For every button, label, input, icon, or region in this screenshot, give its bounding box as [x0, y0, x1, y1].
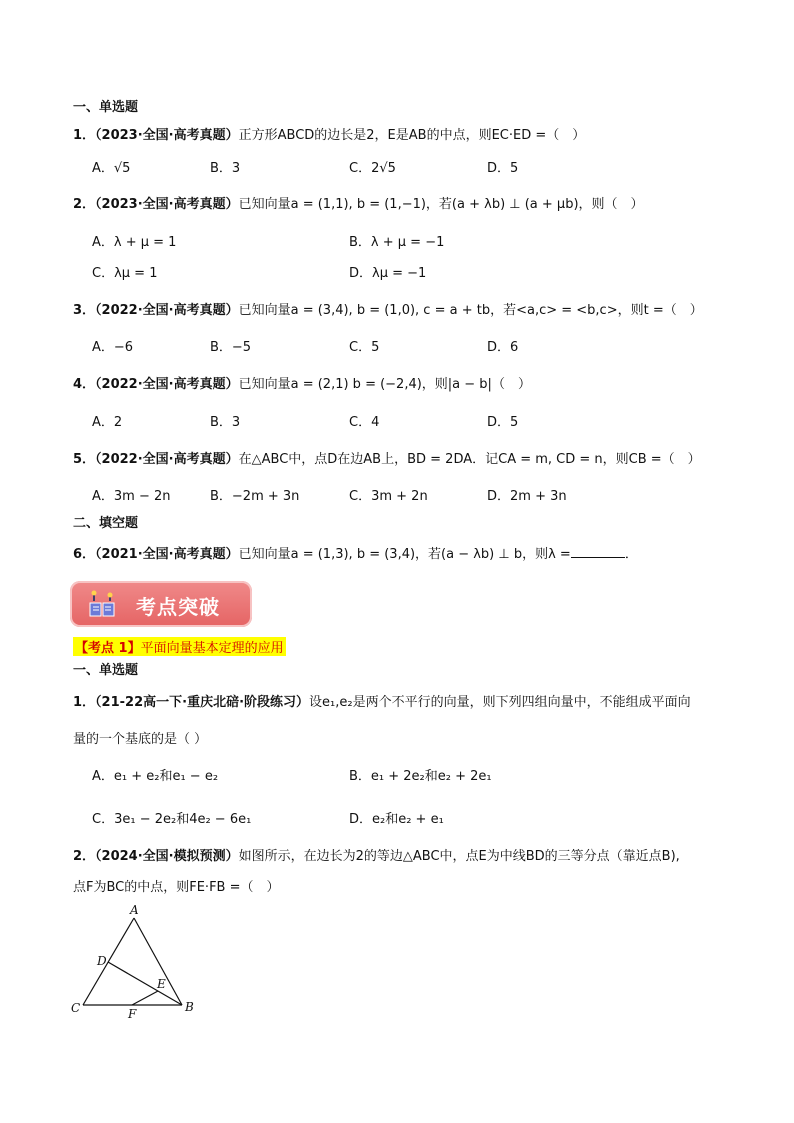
q3-option-c: C．5 [349, 340, 380, 355]
question-source: （2023·全国·高考真题） [95, 197, 239, 212]
q1-option-d: D．5 [487, 161, 519, 176]
q4-option-c: C．4 [349, 415, 380, 430]
q5-option-b: B．−2m + 3n [210, 489, 300, 504]
question-number: 1． [73, 128, 96, 143]
q1-option-b: B．3 [210, 161, 241, 176]
answer-blank[interactable] [571, 545, 625, 558]
period: ． [624, 547, 638, 562]
bracket-close: 】 [127, 641, 141, 656]
q7-option-c: C．3e₁ − 2e₂和4e₂ − 6e₁ [92, 812, 252, 827]
question-source: （2022·全国·高考真题） [95, 452, 239, 467]
question-text: 设e₁,e₂是两个不平行的向量，则下列四组向量中，不能组成平面向 [309, 695, 691, 710]
kaodian-title: 平面向量基本定理的应用 [140, 641, 284, 656]
topic-banner [70, 581, 252, 627]
q4-option-b: B．3 [210, 415, 241, 430]
q7-option-d: D．e₂和e₂ + e₁ [349, 812, 444, 827]
segment-fe [132, 991, 158, 1005]
question-source: （2022·全国·高考真题） [95, 303, 239, 318]
q3-option-d: D．6 [487, 340, 519, 355]
section-heading-single-choice-2: 一、单选题 [73, 663, 139, 678]
question-source: （2023·全国·高考真题） [95, 128, 239, 143]
question-7-line-2: 量的一个基底的是（ ） [73, 732, 208, 747]
question-number: 4． [73, 377, 96, 392]
label-b: B [185, 1000, 194, 1014]
question-text: 如图所示，在边长为2的等边△ABC中，点E为中线BD的三等分点（靠近点B), [238, 849, 680, 864]
label-a: A [130, 903, 139, 917]
triangle-figure [68, 900, 208, 1025]
question-8-line-2: 点F为BC的中点，则FE·FB =（ ） [73, 880, 280, 895]
question-8-line-1 [73, 845, 680, 864]
label-c: C [71, 1001, 81, 1015]
side-ab [134, 918, 182, 1005]
banner-title: 考点突破 [136, 595, 220, 619]
question-number: 2． [73, 849, 96, 864]
q4-option-d: D．5 [487, 415, 519, 430]
section-heading-fill-blank: 二、填空题 [73, 516, 139, 531]
question-number: 1． [73, 695, 96, 710]
kaodian-heading [73, 637, 286, 656]
label-d: D [97, 954, 107, 968]
question-6 [73, 543, 638, 562]
q5-option-a: A．3m − 2n [92, 489, 171, 504]
label-e: E [157, 977, 166, 991]
question-number: 2． [73, 197, 96, 212]
question-number: 5． [73, 452, 96, 467]
question-number: 3． [73, 303, 96, 318]
section-heading-single-choice: 一、单选题 [73, 100, 139, 115]
question-text: 已知向量a = (1,3), b = (3,4)，若(a − λb) ⊥ b，则λ = [238, 547, 571, 562]
q5-option-c: C．3m + 2n [349, 489, 428, 504]
q2-option-d: D．λμ = −1 [349, 266, 427, 281]
q5-option-d: D．2m + 3n [487, 489, 567, 504]
q3-option-b: B．−5 [210, 340, 252, 355]
q4-option-a: A．2 [92, 415, 123, 430]
label-f: F [128, 1007, 137, 1021]
question-number: 6． [73, 547, 96, 562]
q3-option-a: A．−6 [92, 340, 134, 355]
q2-option-a: A．λ + μ = 1 [92, 235, 177, 250]
question-4 [73, 373, 531, 392]
bracket-open: 【 [75, 641, 89, 656]
question-text: 正方形ABCD的边长是2，E是AB的中点，则EC·ED =（ ） [238, 128, 586, 143]
question-source: （2021·全国·高考真题） [95, 547, 239, 562]
question-2 [73, 193, 644, 212]
question-text: 已知向量a = (2,1) b = (−2,4)，则|a − b|（ ） [238, 377, 531, 392]
side-ac [83, 918, 134, 1005]
q1-option-c: C．2√5 [349, 161, 396, 176]
question-source: （2024·全国·模拟预测） [95, 849, 239, 864]
kaodian-label: 考点 1 [88, 641, 128, 656]
question-1 [73, 124, 585, 143]
question-text: 在△ABC中，点D在边AB上，BD = 2DA．记CA = m, CD = n，则CB =（ ） [238, 452, 701, 467]
question-7-line-1 [73, 691, 691, 710]
question-3 [73, 299, 703, 318]
q1-option-a: A．√5 [92, 161, 131, 176]
q2-option-b: B．λ + μ = −1 [349, 235, 445, 250]
question-source: （2022·全国·高考真题） [95, 377, 239, 392]
question-text: 已知向量a = (3,4), b = (1,0), c = a + tb，若<a,c> = <b,c>，则t =（ ） [238, 303, 703, 318]
question-source: （21-22高一下·重庆北碚·阶段练习） [95, 695, 310, 710]
question-text: 已知向量a = (1,1), b = (1,−1)，若(a + λb) ⊥ (a + μb)，则（ ） [238, 197, 644, 212]
q2-option-c: C．λμ = 1 [92, 266, 158, 281]
book-icon [88, 589, 116, 619]
q7-option-b: B．e₁ + 2e₂和e₂ + 2e₁ [349, 769, 492, 784]
q7-option-a: A．e₁ + e₂和e₁ − e₂ [92, 769, 219, 784]
question-5 [73, 448, 701, 467]
